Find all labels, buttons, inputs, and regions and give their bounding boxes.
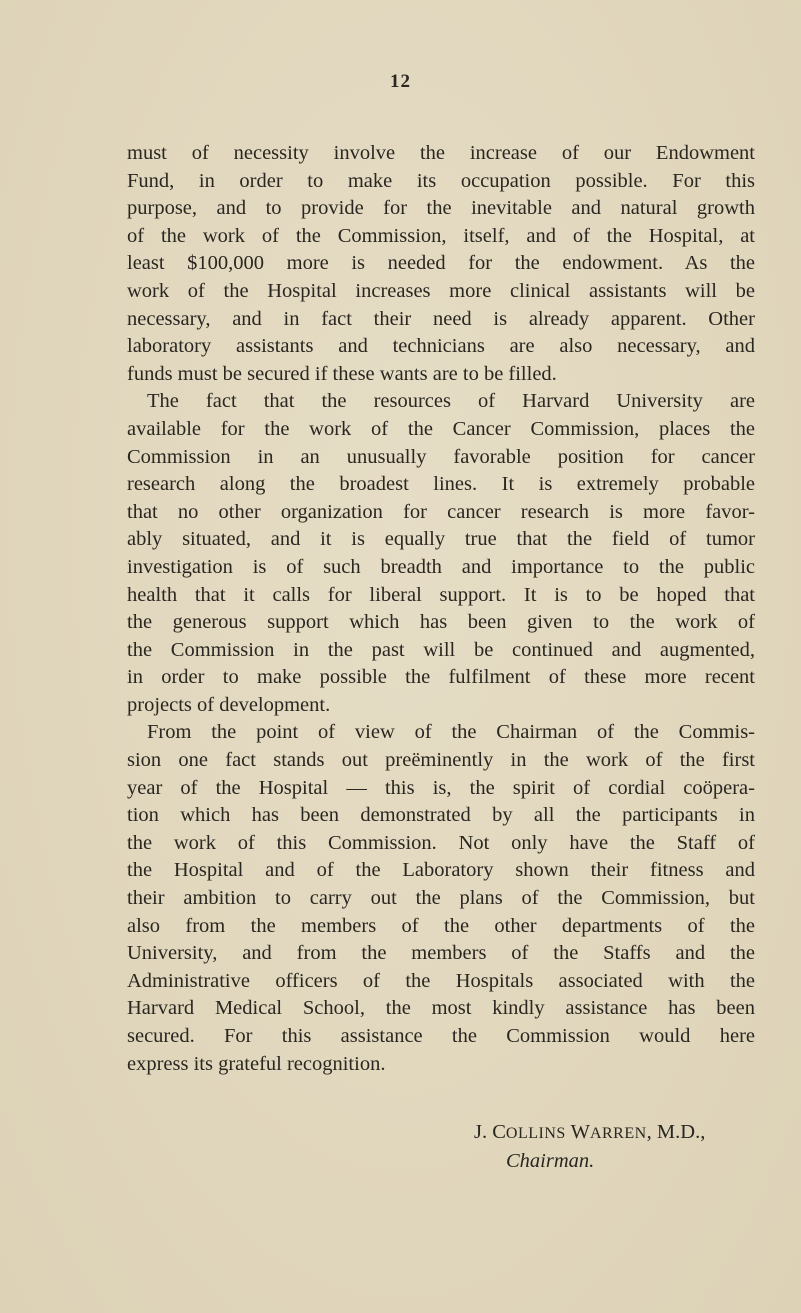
text-line: Fund, in order to make its occupation possible. For this — [127, 169, 755, 192]
text-line: least $100,000 more is needed for the endowment. As the — [127, 252, 755, 275]
text-line: The fact that the resources of Harvard University are — [147, 390, 755, 413]
paragraph-2 — [127, 388, 755, 719]
page-number: 12 — [390, 71, 411, 92]
text-line: Commission in an unusually favorable position for cancer — [127, 445, 755, 468]
text-line: Administrative officers of the Hospitals associated with the — [127, 969, 755, 992]
text-line: their ambition to carry out the plans of the Commission, but — [127, 887, 755, 910]
text-line: that no other organization for cancer research is more favor- — [127, 500, 755, 523]
text-line: University, and from the members of the Staffs and the — [127, 942, 755, 965]
text-line: work of the Hospital increases more clinical assistants will be — [127, 279, 755, 302]
text-line: the Commission in the past will be continued and augmented, — [127, 638, 755, 661]
text-line: funds must be secured if these wants are to be filled. — [127, 362, 557, 385]
text-line: tion which has been demonstrated by all the participants in — [127, 804, 755, 827]
text-line: ably situated, and it is equally true that the field of tumor — [127, 528, 755, 551]
text-line: secured. For this assistance the Commission would here — [127, 1025, 755, 1047]
text-line: laboratory assistants and technicians are also necessary, and — [127, 335, 755, 358]
text-line: investigation is of such breadth and importance to the public — [127, 555, 755, 578]
text-line: purpose, and to provide for the inevitable and natural growth — [127, 197, 755, 220]
text-line: the work of this Commission. Not only have the Staff of — [127, 831, 755, 854]
text-line: necessary, and in fact their need is already apparent. Other — [127, 307, 755, 330]
text-line: also from the members of the other departments of the — [127, 914, 755, 937]
paragraph-1 — [127, 140, 755, 388]
text-line: of the work of the Commission, itself, and of the Hospital, at — [127, 224, 755, 247]
text-line: the generous support which has been given to the work of — [127, 611, 755, 634]
text-line: projects of development. — [127, 693, 331, 716]
text-line: express its grateful recognition. — [127, 1052, 386, 1075]
text-line: sion one fact stands out preëminently in the work of the first — [127, 749, 755, 772]
text-line: Harvard Medical School, the most kindly assistance has been — [127, 997, 755, 1020]
text-line: available for the work of the Cancer Commission, places the — [127, 417, 755, 440]
signatory-title: Chairman. — [506, 1150, 595, 1172]
text-line: in order to make possible the fulfilment of these more recent — [127, 666, 755, 689]
body-text — [127, 140, 755, 1078]
text-line: health that it calls for liberal support. It is to be hoped that — [127, 583, 755, 606]
text-line: year of the Hospital — this is, the spirit of cordial coöpera- — [127, 776, 755, 799]
paragraph-3 — [127, 719, 755, 1078]
text-line: From the point of view of the Chairman of the Commis- — [147, 721, 755, 744]
signatory-name: J. COLLINS WARREN, M.D., — [474, 1121, 706, 1143]
text-line: the Hospital and of the Laboratory shown their fitness and — [127, 859, 755, 882]
text-line: must of necessity involve the increase of our Endowment — [127, 142, 755, 164]
text-line: research along the broadest lines. It is extremely probable — [127, 473, 755, 496]
